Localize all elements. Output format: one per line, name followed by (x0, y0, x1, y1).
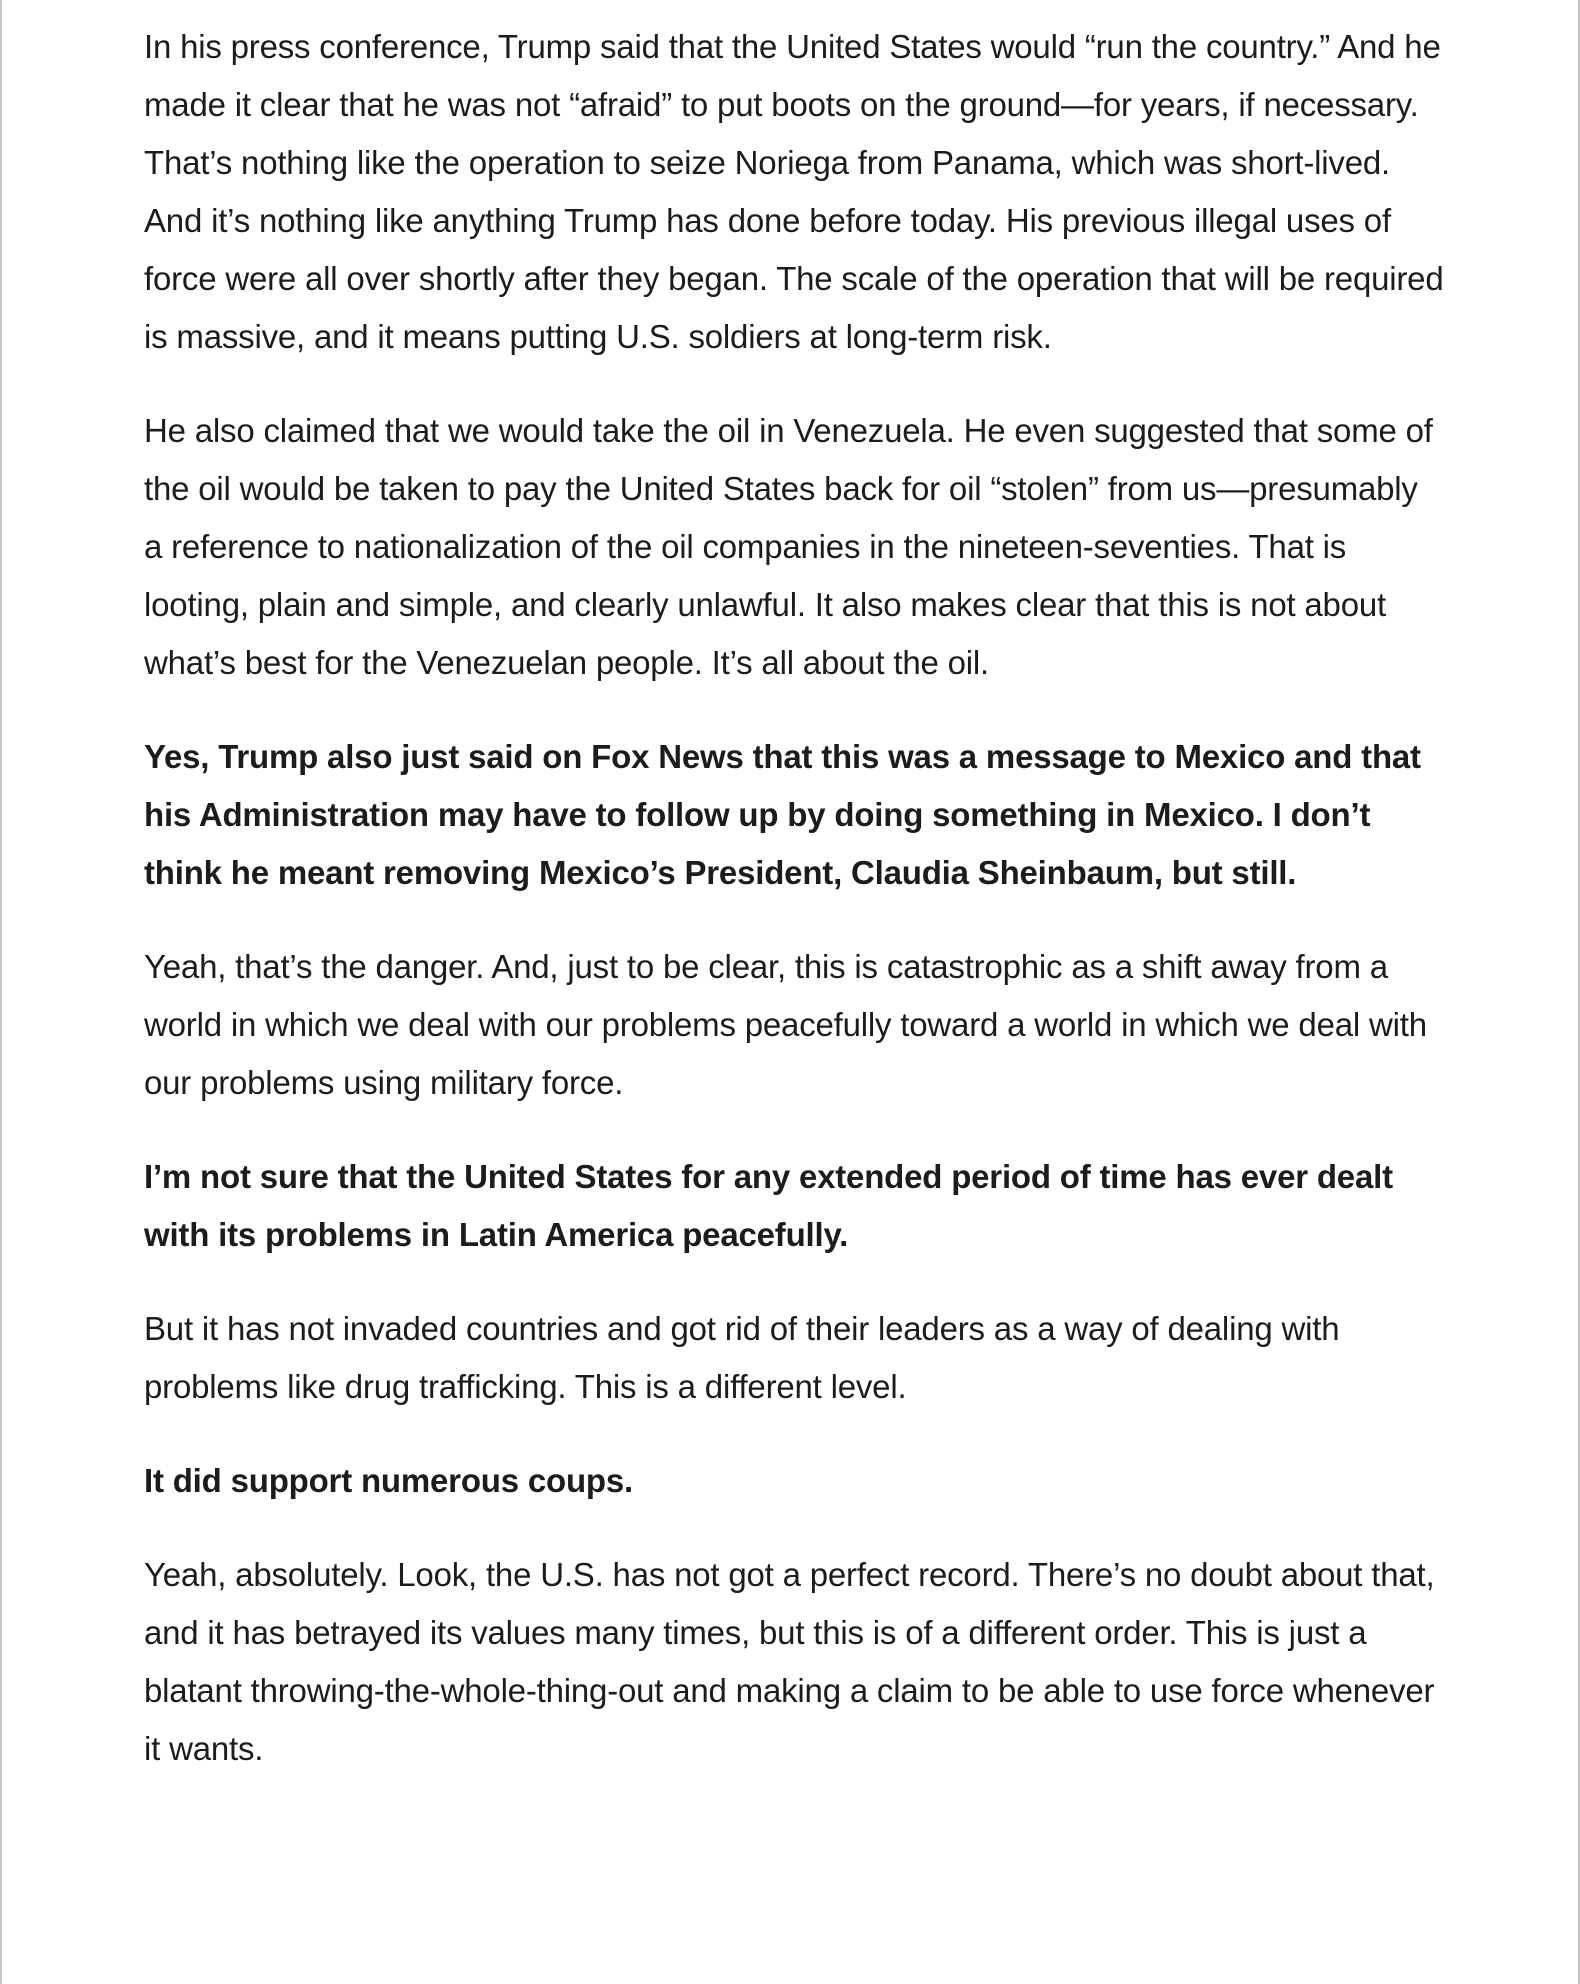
answer-paragraph: He also claimed that we would take the oil in Venezuela. He even suggested that some of the oil would be taken to pay the United States back for oil “stolen” from us—presumably a reference to nationalization of the oil companies in the nineteen-seventies. That is looting, plain and simple, and clearly unlawful. It also makes clear that this is not about what’s best for the Venezuelan people. It’s all about the oil. (144, 412, 1433, 681)
answer-paragraph: Yeah, absolutely. Look, the U.S. has not got a perfect record. There’s no doubt about that, and it has betrayed its values many times, but this is of a different order. This is just a blatant throwing-the-whole-thing-out and making a claim to be able to use force whenever it wants. (144, 1556, 1435, 1767)
answer-paragraph: In his press conference, Trump said that the United States would “run the country.” And he made it clear that he was not “afraid” to put boots on the ground—for years, if necessary. That’s nothing like the operation to seize Noriega from Panama, which was short-lived. And it’s nothing like anything Trump has done before today. His previous illegal uses of force were all over shortly after they began. The scale of the operation that will be required is massive, and it means putting U.S. soldiers at long-term risk. (144, 28, 1444, 355)
answer-paragraph: Yeah, that’s the danger. And, just to be clear, this is catastrophic as a shift away from a world in which we deal with our problems peacefully toward a world in which we deal with our problems using military force. (144, 948, 1427, 1101)
question-paragraph: It did support numerous coups. (144, 1462, 634, 1499)
article-body (144, 18, 1444, 1814)
answer-paragraph: But it has not invaded countries and got rid of their leaders as a way of dealing with problems like drug trafficking. This is a different level. (144, 1310, 1340, 1405)
question-paragraph: Yes, Trump also just said on Fox News that this was a message to Mexico and that his Administration may have to follow up by doing something in Mexico. I don’t think he meant removing Mexico’s President, Claudia Sheinbaum, but still. (144, 738, 1421, 891)
question-paragraph: I’m not sure that the United States for any extended period of time has ever dealt with its problems in Latin America peacefully. (144, 1158, 1393, 1253)
